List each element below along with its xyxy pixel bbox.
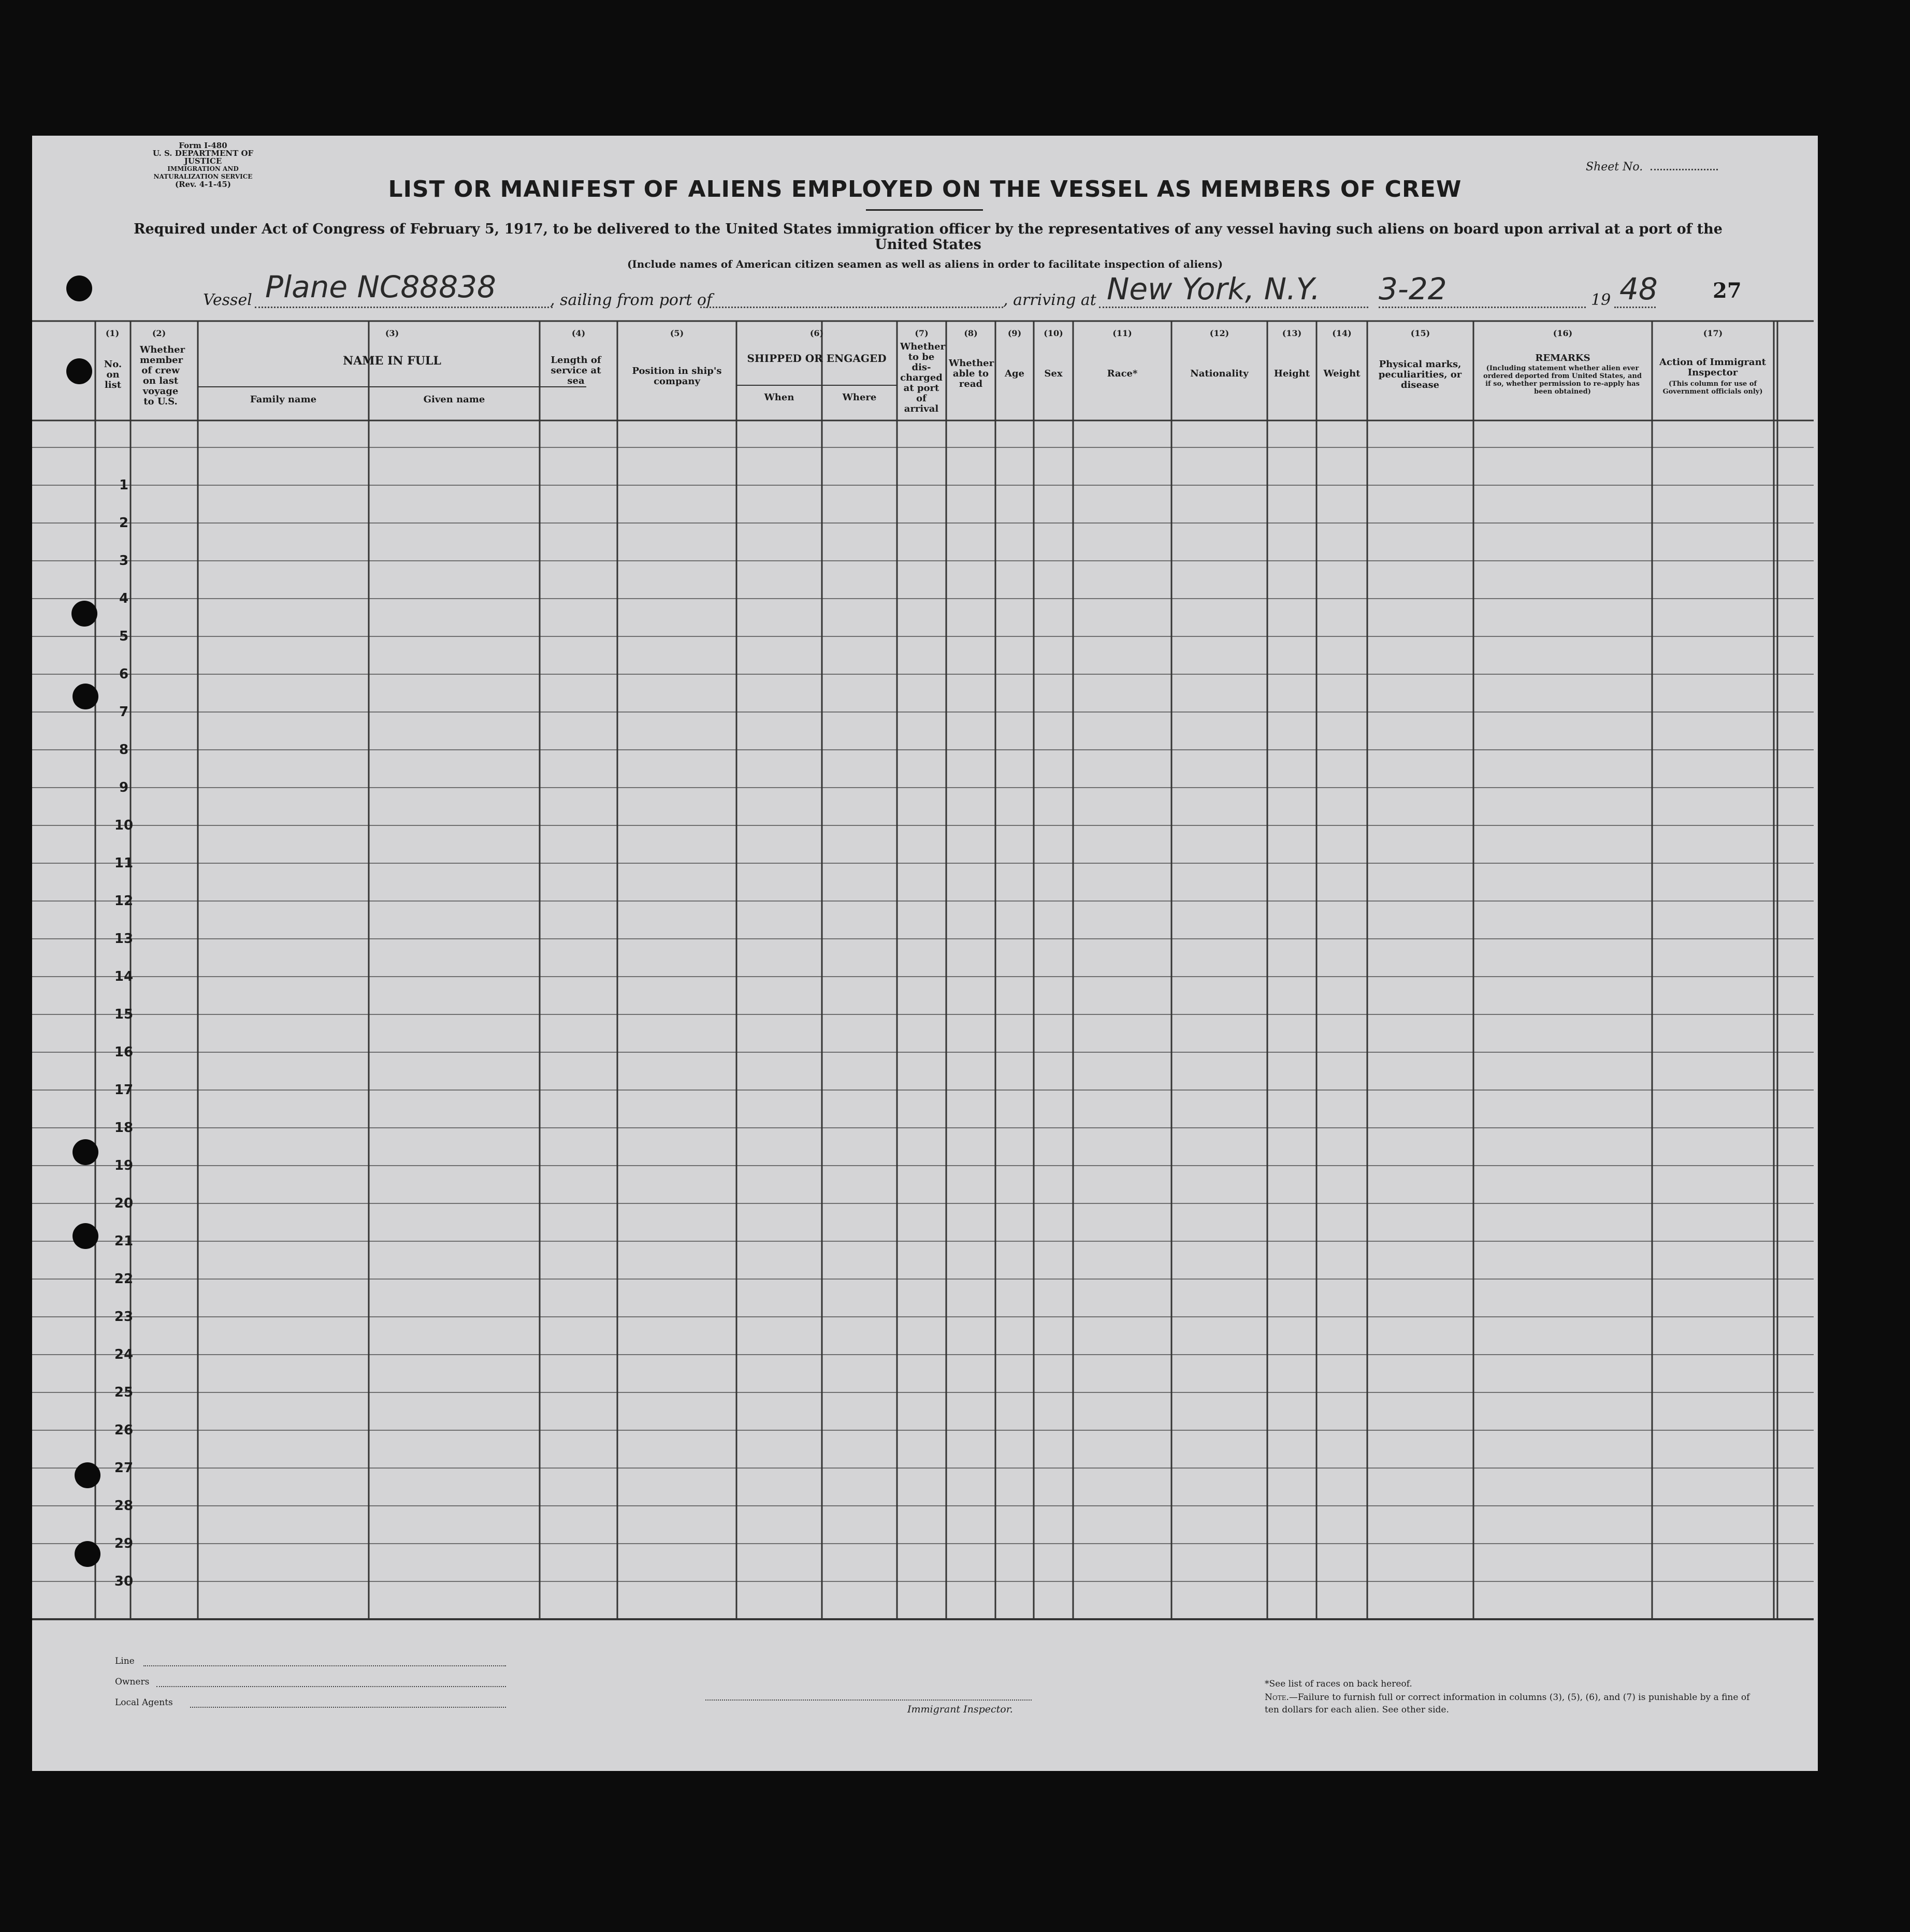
row-number: 15 [114,1007,134,1022]
vessel-label: Vessel [203,291,252,309]
footer-line-blank [143,1665,506,1666]
row-number: 10 [114,818,134,833]
required-statement: Required under Act of Congress of February 5, 1917, to be delivered to the United States immigration officer by the representatives of any vessel having such aliens on board upon arrival at a port of the United States [134,221,1723,253]
row-number: 2 [119,515,129,531]
col-3-family-name: Family name [250,394,317,405]
row-number: 29 [114,1536,134,1551]
col-13-number: (13) [1282,328,1302,338]
row-number: 23 [114,1309,134,1325]
col-16-note: (Including statement whether alien ever ordered deported from United States, and if so, whether permission to re-apply has been obtained) [1483,365,1642,396]
note-text: —Failure to furnish full or correct information in columns (3), (5), (6), and (7) is punishable by a fine of ten dollars for each alien. See other side. [1265,1692,1750,1715]
col-5-label: Position in ship's company [632,366,722,387]
footer-agents-label: Local Agents [115,1697,173,1708]
row-number: 22 [114,1271,134,1287]
row-number: 7 [119,704,129,720]
fine-note [1265,1691,1762,1716]
punch-hole [71,601,97,627]
col-11-label: Race* [1107,368,1138,379]
col-1-number: (1) [105,328,120,338]
col-6-when: When [764,392,794,403]
row-number: 26 [114,1422,134,1438]
arriving-label: , arriving at [1003,291,1096,309]
col-6-label: SHIPPED OR ENGAGED [747,352,887,365]
col-15-label: Physical marks, peculiarities, or disease [1378,359,1462,390]
row-number: 17 [114,1082,134,1098]
row-number: 16 [114,1044,134,1060]
row-number: 21 [114,1233,134,1249]
row-number: 19 [114,1158,134,1173]
row-number: 20 [114,1196,134,1211]
row-number: 1 [119,477,129,493]
col-3-number: (3) [385,328,399,338]
col-4-number: (4) [571,328,586,338]
row-number: 14 [114,969,134,984]
col-13-label: Height [1274,368,1310,379]
footer-line-label: Line [115,1656,135,1666]
year-prefix: 19 [1591,291,1611,309]
punch-hole [75,1462,100,1488]
col-6-where: Where [842,392,877,403]
col-17-label: Action of Immigrant Inspector [1659,357,1766,378]
col-3-label: NAME IN FULL [343,354,441,368]
col-2-label: Whether member of crew on last voyage to U.S. [140,344,185,407]
footer-owners-label: Owners [115,1677,150,1687]
col-16-label: REMARKS [1535,353,1590,364]
col-1-label: No. on list [104,359,122,390]
col-14-label: Weight [1323,368,1361,379]
inspector-signature-line [705,1699,1032,1701]
row-number: 30 [114,1574,134,1589]
row-number: 5 [119,629,129,644]
col-8-number: (8) [964,328,978,338]
stamp-number: 27 [1713,279,1742,303]
sailing-label: , sailing from port of [550,291,713,309]
col-3-given-name: Given name [423,394,485,405]
col-10-label: Sex [1044,368,1063,379]
row-number: 8 [119,742,129,758]
col-9-label: Age [1004,368,1024,379]
punch-hole [75,1541,100,1567]
col-14-number: (14) [1332,328,1352,338]
inspector-label: Immigrant Inspector. [907,1704,1013,1715]
col-10-number: (10) [1044,328,1063,338]
col-8-label: Whether able to read [949,358,994,389]
row-number: 27 [114,1460,134,1476]
col-6-number: (6) [809,328,824,338]
races-note: *See list of races on back hereof. [1265,1679,1412,1689]
row-number: 18 [114,1120,134,1136]
row-number: 25 [114,1385,134,1400]
department-name: U. S. DEPARTMENT OF JUSTICE [152,149,254,166]
punch-hole [73,1139,98,1165]
sheet-number-label: Sheet No. [1586,161,1643,173]
col-7-label: Whether to be dis-charged at port of arrival [900,341,946,414]
row-number: 11 [114,855,134,871]
service-name: IMMIGRATION AND NATURALIZATION SERVICE [153,165,253,180]
col-2-number: (2) [152,328,166,338]
row-number: 24 [114,1347,134,1362]
col-12-label: Nationality [1190,368,1249,379]
arriving-value: New York, N.Y. [1107,271,1321,307]
col-15-number: (15) [1410,328,1430,338]
punch-hole [66,275,92,301]
col-12-number: (12) [1209,328,1229,338]
punch-hole [66,358,92,384]
col-17-note: (This column for use of Government officials only) [1662,380,1763,396]
punch-hole [73,684,98,709]
row-number: 4 [119,591,129,606]
vessel-value: Plane NC88838 [265,269,496,304]
form-revision: (Rev. 4-1-45) [175,180,231,189]
row-number: 13 [114,931,134,947]
punch-hole [73,1223,98,1249]
form-number: Form I-480 [179,141,227,150]
col-9-number: (9) [1007,328,1022,338]
manifest-sheet [32,136,1818,1771]
footer-agents-blank [190,1707,506,1708]
row-number: 6 [119,666,129,682]
row-number: 12 [114,893,134,909]
col-5-number: (5) [670,328,684,338]
page-title: LIST OR MANIFEST OF ALIENS EMPLOYED ON THE VESSEL AS MEMBERS OF CREW [388,176,1462,202]
row-number: 28 [114,1498,134,1514]
note-label: Note. [1265,1692,1289,1703]
row-number: 3 [119,553,129,569]
footer-owners-blank [156,1686,506,1687]
col-7-number: (7) [915,328,929,338]
col-11-number: (11) [1112,328,1132,338]
col-16-number: (16) [1553,328,1573,338]
col-17-number: (17) [1703,328,1723,338]
date-value: 3-22 [1379,271,1447,307]
include-statement: (Include names of American citizen seamen as well as aliens in order to facilitate inspection of aliens) [627,258,1223,270]
row-number: 9 [119,780,129,795]
col-4-label: Length of service at sea [551,355,601,386]
year-value: 48 [1619,271,1658,307]
